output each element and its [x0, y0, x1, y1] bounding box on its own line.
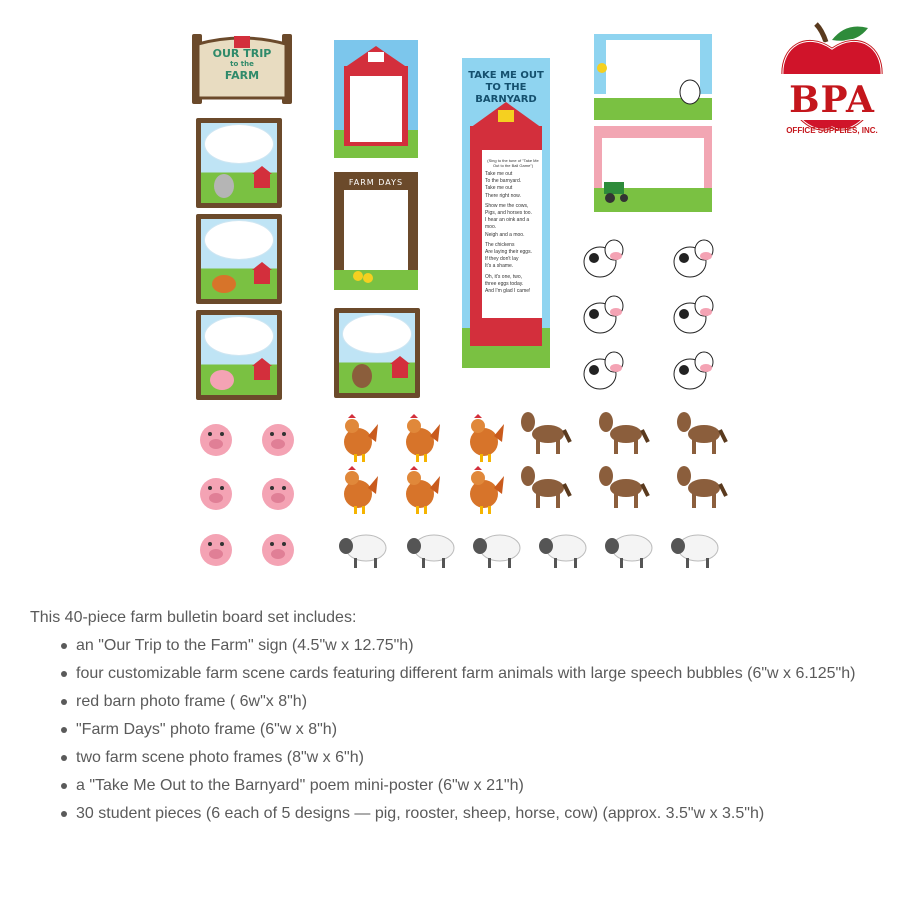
farm-scene-frame-tractor	[594, 126, 712, 212]
rooster-piece	[458, 464, 508, 514]
logo-brand: BPA	[789, 79, 875, 121]
pig-piece	[254, 522, 304, 572]
horse-piece	[516, 462, 566, 512]
red-barn-frame	[334, 40, 418, 158]
cow-piece	[666, 288, 716, 338]
poem-stanza-3: The chickens Are laying their eggs. If they don't lay It's a shame.	[485, 241, 532, 270]
scene-card-horse	[334, 308, 420, 398]
pig-piece	[254, 466, 304, 516]
cow-piece	[666, 232, 716, 282]
list-item: a "Take Me Out to the Barnyard" poem mini-poster (6"w x 21"h)	[76, 772, 880, 800]
pig-piece	[192, 466, 242, 516]
farm-trip-sign	[190, 34, 294, 104]
pig-piece	[192, 522, 242, 572]
list-item: an "Our Trip to the Farm" sign (4.5"w x 12.75"h)	[76, 632, 880, 660]
poem-stanza-4: Oh, it's one, two, three eggs today. And I'm glad I came!	[485, 273, 531, 295]
cow-piece	[666, 344, 716, 394]
rooster-piece	[394, 412, 444, 462]
sheep-piece	[668, 528, 718, 578]
rooster-piece	[332, 412, 382, 462]
pig-icon	[210, 370, 234, 390]
sheep-piece	[602, 528, 652, 578]
list-item: "Farm Days" photo frame (6"w x 8"h)	[76, 716, 880, 744]
farm-days-frame	[334, 172, 418, 290]
sign-line-1: OUR TRIP	[212, 47, 272, 60]
sheep-piece	[470, 528, 520, 578]
farm-scene-frame-cow	[594, 34, 712, 120]
horse-piece	[594, 408, 644, 458]
sign-line-2: to the	[230, 60, 254, 68]
cow-piece	[576, 232, 626, 282]
description-intro: This 40-piece farm bulletin board set includes:	[30, 609, 357, 626]
horse-piece	[516, 408, 566, 458]
pig-piece	[254, 412, 304, 462]
scene-card-goat	[196, 118, 282, 208]
bpa-logo	[776, 20, 888, 144]
sign-line-3: FARM	[224, 69, 260, 82]
scene-card-pig	[196, 310, 282, 400]
goat-icon	[214, 174, 234, 198]
list-item: 30 student pieces (6 each of 5 designs — pig, rooster, sheep, horse, cow) (approx. 3.5"w x 3.5"h)	[76, 800, 880, 828]
horse-piece	[672, 462, 722, 512]
horse-icon	[352, 364, 372, 388]
poem-intro: (Sing to the tune of "Take Me Out to the Ball Game")	[487, 158, 539, 168]
farm-days-title: FARM DAYS	[348, 178, 404, 187]
speech-bubble	[204, 316, 274, 356]
rooster-piece	[394, 464, 444, 514]
speech-bubble	[204, 220, 274, 260]
sheep-piece	[536, 528, 586, 578]
cow-piece	[576, 288, 626, 338]
rooster-icon	[212, 275, 236, 293]
rooster-piece	[332, 464, 382, 514]
tractor-icon	[604, 182, 624, 194]
list-item: four customizable farm scene cards featuring different farm animals with large speech bubbles (6"w x 6.125"h)	[76, 660, 880, 688]
poem-stanza-1: Take me out To the barnyard. Take me out There right now.	[485, 171, 522, 199]
cow-icon	[680, 80, 700, 104]
sheep-piece	[404, 528, 454, 578]
description-list	[76, 632, 880, 828]
scene-card-rooster	[196, 214, 282, 304]
horse-piece	[672, 408, 722, 458]
list-item: two farm scene photo frames (8"w x 6"h)	[76, 744, 880, 772]
logo-subtitle: OFFICE SUPPLIES, INC.	[786, 126, 878, 135]
speech-bubble	[204, 124, 274, 164]
poster-title: TAKE ME OUT TO THE BARNYARD	[468, 70, 544, 105]
poem-text	[485, 158, 541, 298]
sign-text	[200, 47, 284, 82]
list-item: red barn photo frame ( 6w"x 8"h)	[76, 688, 880, 716]
cow-piece	[576, 344, 626, 394]
sheep-piece	[336, 528, 386, 578]
rooster-piece	[458, 412, 508, 462]
speech-bubble	[342, 314, 412, 354]
horse-piece	[594, 462, 644, 512]
barnyard-poem-poster	[462, 58, 550, 368]
product-description	[30, 604, 880, 828]
poem-stanza-2: Show me the cows, Pigs, and horses too. I hear an oink and a moo. Neigh and a moo.	[485, 202, 532, 238]
pig-piece	[192, 412, 242, 462]
